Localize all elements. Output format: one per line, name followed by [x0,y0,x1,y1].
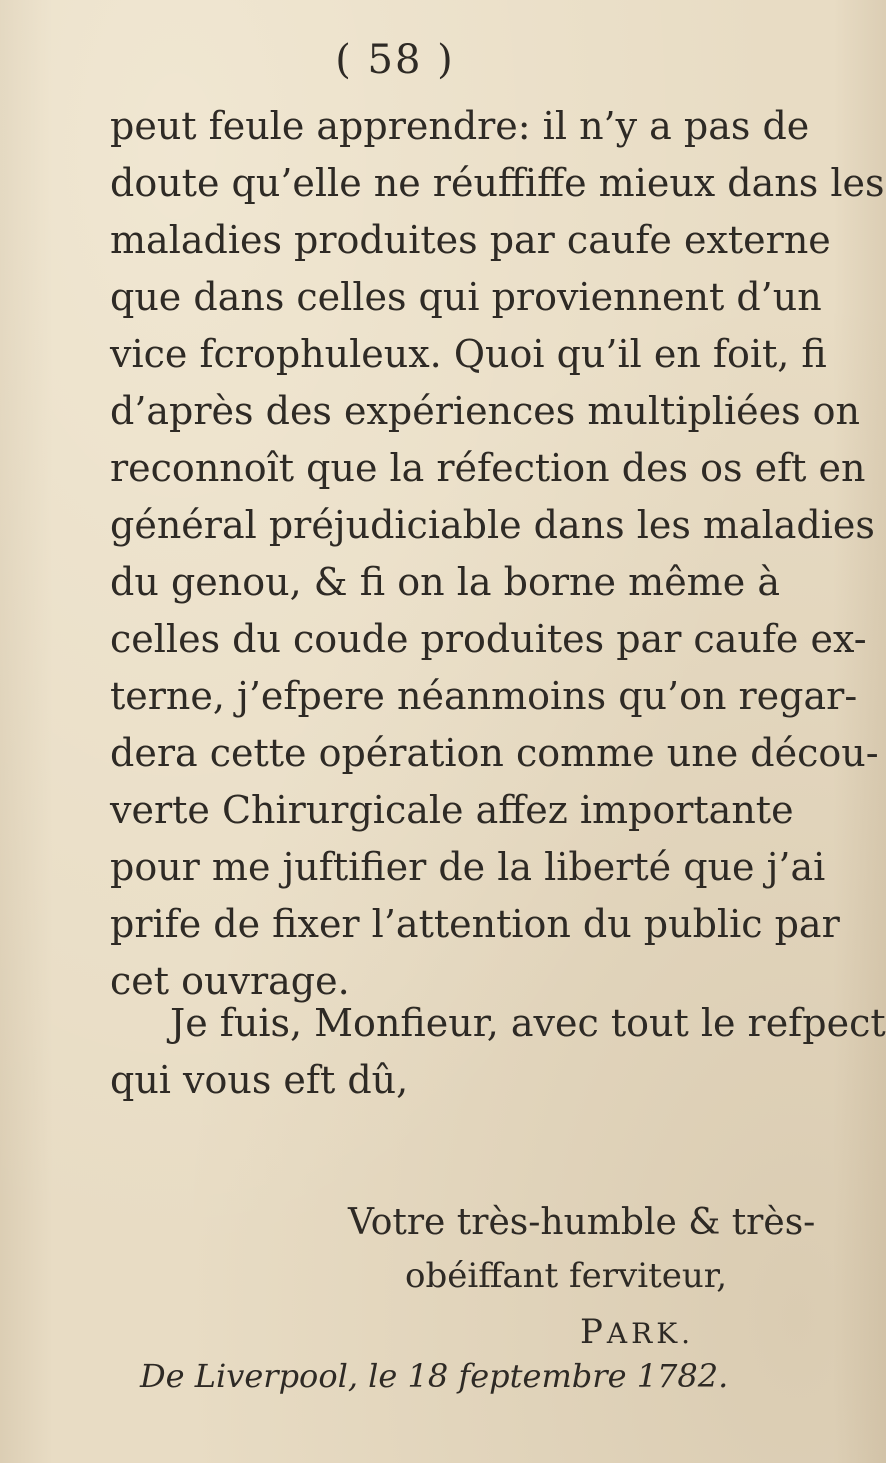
text-line: reconnoît que la réfection des os eft en [110,446,866,490]
text-line: cet ouvrage. [110,959,350,1003]
closing-line: Je fuis, Monfieur, avec tout le refpect [170,1001,886,1045]
text-line: prife de fixer l’attention du public par [110,902,840,946]
text-line: terne, j’efpere néanmoins qu’on regar- [110,674,858,718]
text-line: peut feule apprendre: il n’y a pas de [110,104,810,148]
closing-paragraph [110,995,886,1109]
text-line: d’après des expériences multipliées on [110,389,860,433]
text-line: général préjudiciable dans les maladies [110,503,875,547]
page-number: ( 58 ) [335,37,455,83]
signature-name-rest: ARK. [606,1317,695,1350]
closing-line: qui vous eft dû, [110,1058,409,1102]
text-line: dera cette opération comme une décou- [110,731,879,775]
text-line: du genou, & fi on la borne même à [110,560,780,604]
text-line: vice fcrophuleux. Quoi qu’il en foit, fi [110,332,827,376]
text-line: pour me juftifier de la liberté que j’ai [110,845,826,889]
signature-name [580,1312,695,1352]
text-line: doute qu’elle ne réuffiffe mieux dans les [110,161,885,205]
text-line: celles du coude produites par caufe ex- [110,617,867,661]
signature-name-initial: P [580,1312,607,1352]
text-line: que dans celles qui proviennent d’un [110,275,822,319]
dateline: De Liverpool, le 18 feptembre 1782. [140,1357,729,1395]
text-line: verte Chirurgicale affez importante [110,788,794,832]
signature-line: Votre très-humble & très- [348,1202,816,1243]
text-line: maladies produites par caufe externe [110,218,831,262]
body-paragraph [110,98,885,1010]
signature-line: obéiffant ferviteur, [405,1256,728,1296]
